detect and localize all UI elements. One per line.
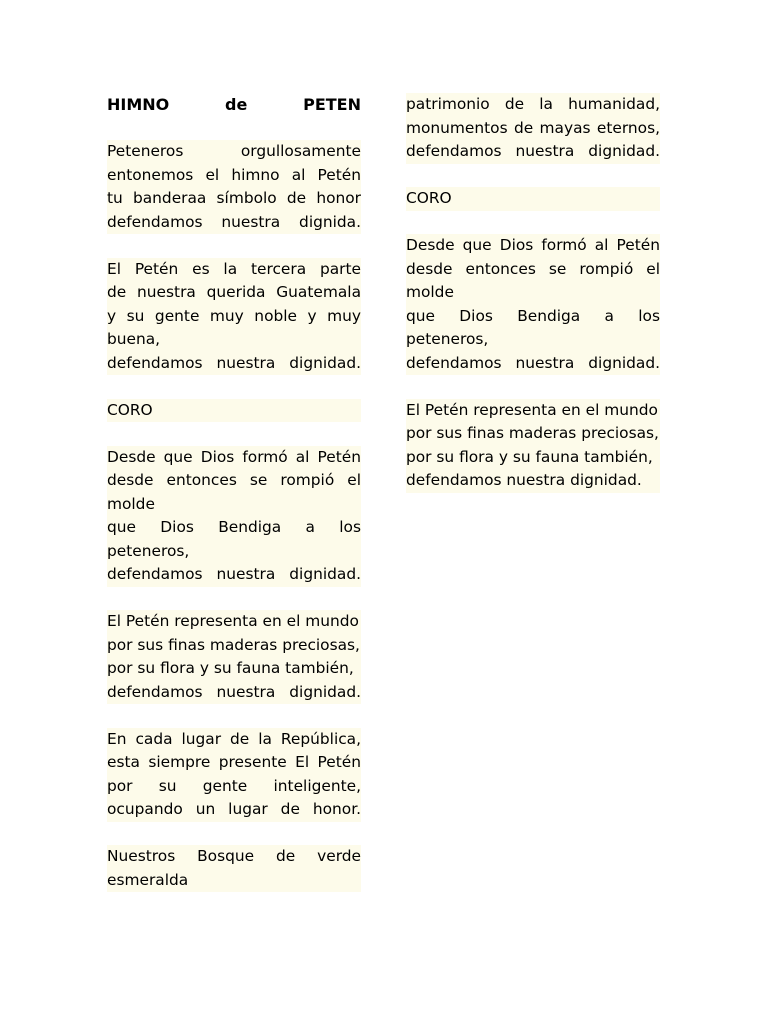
left-column [107, 93, 361, 892]
verse-line: Desde que Dios formó al Petén [406, 234, 660, 258]
verse-line: El Petén es la tercera parte [107, 258, 361, 282]
verse-line: y su gente muy noble y muy [107, 305, 361, 329]
right-column [406, 93, 660, 493]
verse-line: defendamos nuestra dignidad. [406, 469, 660, 493]
verse-line: entonemos el himno al Petén [107, 164, 361, 188]
stanza-gap [107, 375, 361, 399]
verse-line: monumentos de mayas eternos, [406, 117, 660, 141]
stanza-gap [107, 704, 361, 728]
verse-line: molde [406, 281, 660, 305]
verse-line: que Dios Bendiga a los [107, 516, 361, 540]
verse-line: En cada lugar de la República, [107, 728, 361, 752]
verse-line: por su gente inteligente, [107, 775, 361, 799]
verse-line: que Dios Bendiga a los [406, 305, 660, 329]
verse-line: ocupando un lugar de honor. [107, 798, 361, 822]
verse-line: desde entonces se rompió el [406, 258, 660, 282]
stanza-gap [406, 164, 660, 188]
verse-line: peteneros, [107, 540, 361, 564]
verse-line: El Petén representa en el mundo [406, 399, 660, 423]
verse-line: Peteneros orgullosamente [107, 140, 361, 164]
verse-line: esta siempre presente El Petén [107, 751, 361, 775]
verse-line: por su flora y su fauna también, [406, 446, 660, 470]
verse-line: por su flora y su fauna también, [107, 657, 361, 681]
stanza-gap [406, 375, 660, 399]
verse-line: defendamos nuestra dignidad. [107, 563, 361, 587]
verse-line: defendamos nuestra dignidad. [107, 352, 361, 376]
verse-line: patrimonio de la humanidad, [406, 93, 660, 117]
verse-line: peteneros, [406, 328, 660, 352]
verse-line: buena, [107, 328, 361, 352]
verse-line: Desde que Dios formó al Petén [107, 446, 361, 470]
stanza-gap [107, 587, 361, 611]
stanza-gap [107, 117, 361, 141]
verse-line: molde [107, 493, 361, 517]
verse-line: El Petén representa en el mundo [107, 610, 361, 634]
verse-line: esmeralda [107, 869, 361, 893]
stanza-gap [107, 822, 361, 846]
stanza-gap [406, 211, 660, 235]
verse-line: defendamos nuestra dignidad. [406, 140, 660, 164]
stanza-gap [107, 422, 361, 446]
document-title: HIMNO de PETEN [107, 95, 361, 114]
stanza-gap [107, 234, 361, 258]
verse-line: CORO [107, 399, 361, 423]
verse-line: defendamos nuestra dignida. [107, 211, 361, 235]
verse-line: de nuestra querida Guatemala [107, 281, 361, 305]
verse-line: por sus finas maderas preciosas, [107, 634, 361, 658]
verse-line: por sus finas maderas preciosas, [406, 422, 660, 446]
verse-line: defendamos nuestra dignidad. [107, 681, 361, 705]
verse-line: Nuestros Bosque de verde [107, 845, 361, 869]
verse-line: defendamos nuestra dignidad. [406, 352, 660, 376]
verse-line: tu banderaa símbolo de honor [107, 187, 361, 211]
verse-line: desde entonces se rompió el [107, 469, 361, 493]
verse-line: CORO [406, 187, 660, 211]
